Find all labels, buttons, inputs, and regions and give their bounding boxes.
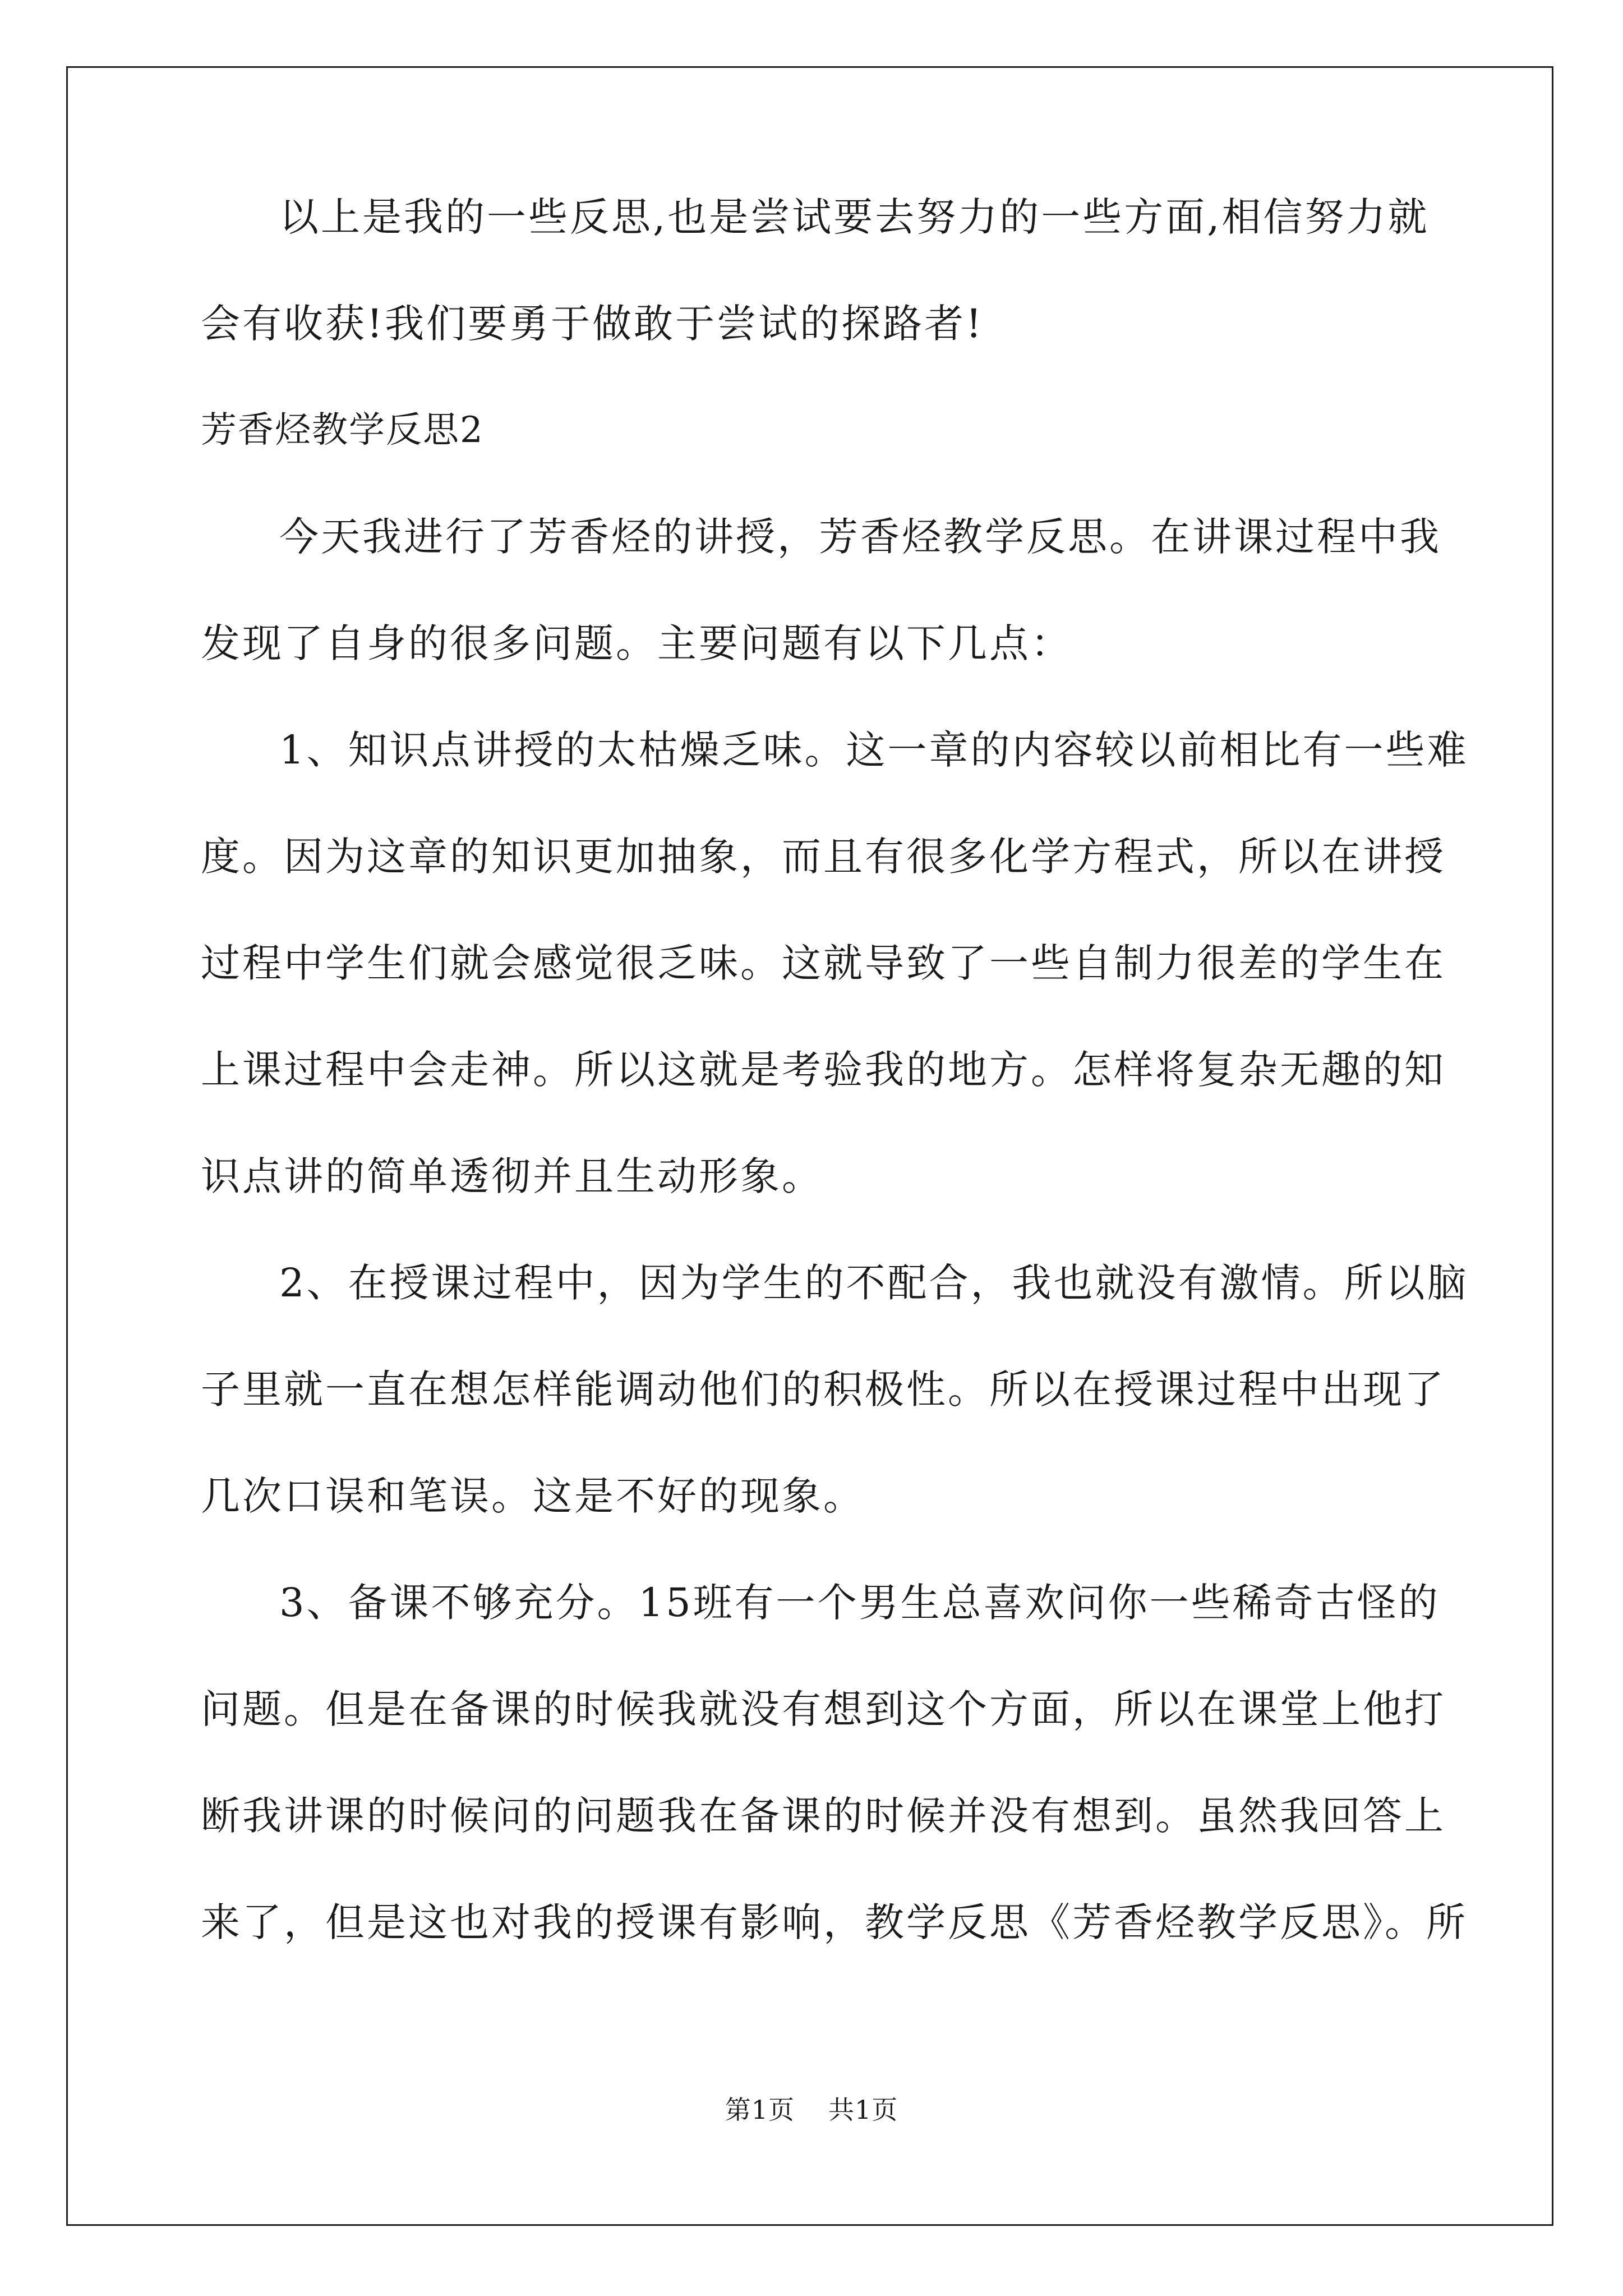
text-line: 过程中学生们就会感觉很乏味。这就导致了一些自制力很差的学生在 <box>201 940 1446 986</box>
text-line: 上课过程中会走神。所以这就是考验我的地方。怎样将复杂无趣的知 <box>201 1047 1446 1093</box>
section-heading: 芳香烃教学反思2 <box>201 409 484 451</box>
page-total: 共1页 <box>828 2095 898 2125</box>
page-number: 第1页 <box>725 2095 795 2125</box>
text-line: 今天我进行了芳香烃的讲授，芳香烃教学反思。在讲课过程中我 <box>279 514 1441 560</box>
text-line: 以上是我的一些反思,也是尝试要去努力的一些方面,相信努力就 <box>279 194 1430 240</box>
text-line: 会有收获!我们要勇于做敢于尝试的探路者! <box>201 301 984 347</box>
text-line: 断我讲课的时候问的问题我在备课的时候并没有想到。虽然我回答上 <box>201 1793 1446 1839</box>
text-line: 来了，但是这也对我的授课有影响，教学反思《芳香烃教学反思》。所 <box>201 1899 1468 1945</box>
text-line: 几次口误和笔误。这是不好的现象。 <box>201 1473 865 1519</box>
text-line: 子里就一直在想怎样能调动他们的积极性。所以在授课过程中出现了 <box>201 1366 1446 1412</box>
text-line: 2、在授课过程中，因为学生的不配合，我也就没有激情。所以脑 <box>279 1260 1469 1306</box>
text-line: 识点讲的简单透彻并且生动形象。 <box>201 1153 823 1199</box>
text-line: 1、知识点讲授的太枯燥乏味。这一章的内容较以前相比有一些难 <box>279 727 1469 773</box>
text-line: 发现了自身的很多问题。主要问题有以下几点： <box>201 620 1072 666</box>
text-line: 3、备课不够充分。15班有一个男生总喜欢问你一些稀奇古怪的 <box>279 1580 1440 1626</box>
text-line: 度。因为这章的知识更加抽象，而且有很多化学方程式，所以在讲授 <box>201 834 1446 880</box>
page-footer <box>0 2097 1623 2123</box>
document-body <box>201 194 1469 2009</box>
text-line: 问题。但是在备课的时候我就没有想到这个方面，所以在课堂上他打 <box>201 1686 1446 1732</box>
